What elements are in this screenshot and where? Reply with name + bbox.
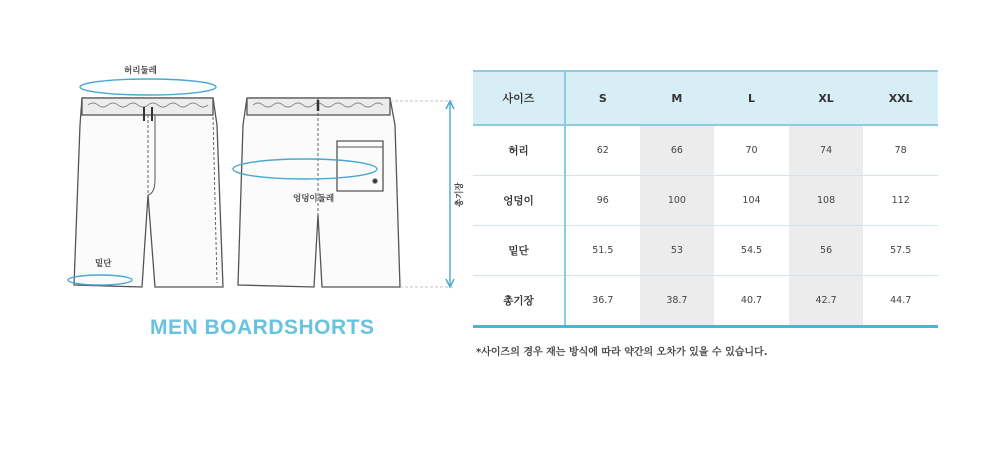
table-row <box>473 276 938 327</box>
table-cell: 38.7 <box>640 276 715 327</box>
hip-label: 엉덩이둘레 <box>293 194 335 204</box>
table-cell: 66 <box>640 125 715 176</box>
size-chart-table <box>473 70 938 328</box>
table-cell: 112 <box>863 176 938 226</box>
table-row <box>473 226 938 276</box>
size-header-label: 사이즈 <box>473 71 565 125</box>
table-cell: 44.7 <box>863 276 938 327</box>
shorts-illustration <box>60 55 480 305</box>
waist-label: 허리둘레 <box>124 66 157 76</box>
length-label: 총기장 <box>455 182 465 207</box>
table-cell: 54.5 <box>714 226 789 276</box>
row-label: 엉덩이 <box>473 176 565 226</box>
size-col-header: M <box>640 71 715 125</box>
hem-label: 밑단 <box>95 259 112 269</box>
row-label: 총기장 <box>473 276 565 327</box>
table-row <box>473 176 938 226</box>
table-cell: 96 <box>565 176 640 226</box>
table-cell: 104 <box>714 176 789 226</box>
size-col-header: L <box>714 71 789 125</box>
table-cell: 56 <box>789 226 864 276</box>
size-col-header: S <box>565 71 640 125</box>
table-cell: 108 <box>789 176 864 226</box>
table-cell: 74 <box>789 125 864 176</box>
table-cell: 42.7 <box>789 276 864 327</box>
product-caption: MEN BOARDSHORTS <box>150 316 375 339</box>
size-col-header: XXL <box>863 71 938 125</box>
row-label: 밑단 <box>473 226 565 276</box>
table-cell: 57.5 <box>863 226 938 276</box>
size-header-row <box>473 71 938 125</box>
table-cell: 53 <box>640 226 715 276</box>
table-cell: 100 <box>640 176 715 226</box>
measurement-note: *사이즈의 경우 재는 방식에 따라 약간의 오차가 있을 수 있습니다. <box>476 347 768 358</box>
table-cell: 62 <box>565 125 640 176</box>
table-cell: 36.7 <box>565 276 640 327</box>
table-cell: 70 <box>714 125 789 176</box>
table-cell: 51.5 <box>565 226 640 276</box>
back-pocket <box>337 141 383 191</box>
row-label: 허리 <box>473 125 565 176</box>
table-row <box>473 125 938 176</box>
size-col-header: XL <box>789 71 864 125</box>
table-cell: 78 <box>863 125 938 176</box>
back-view <box>238 98 400 287</box>
table-cell: 40.7 <box>714 276 789 327</box>
